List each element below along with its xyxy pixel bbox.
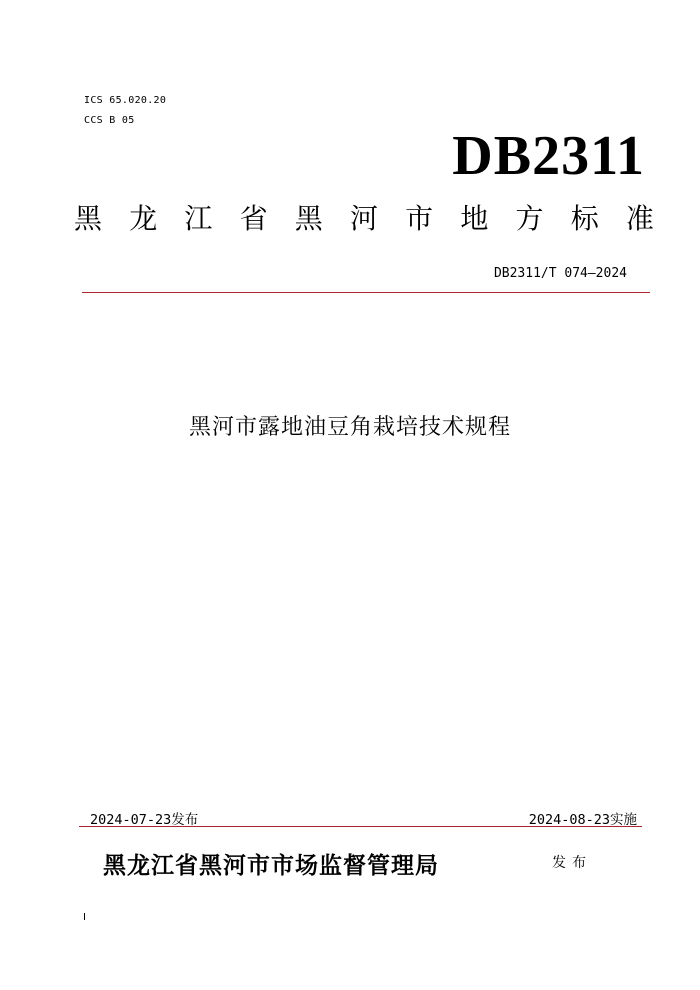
top-divider: [82, 292, 650, 293]
page-mark: [84, 913, 85, 920]
title-char: 标: [570, 202, 599, 235]
title-char: 省: [239, 202, 268, 235]
publish-date-line: [90, 808, 198, 828]
ics-code: ICS 65.020.20: [84, 95, 167, 106]
implement-label: 实施: [610, 812, 637, 828]
db-code-mark: DB2311: [452, 125, 645, 187]
publish-label: 发布: [171, 812, 199, 828]
implement-date: 2024-08-23: [528, 812, 610, 828]
ccs-code: CCS B 05: [84, 115, 135, 126]
title-char: 方: [515, 202, 544, 235]
implement-date-line: [529, 808, 637, 828]
title-char: 黑: [74, 202, 103, 235]
title-char: 河: [349, 202, 378, 235]
title-char: 江: [184, 202, 213, 235]
standard-number: DB2311/T 074—2024: [493, 266, 627, 281]
title-char: 准: [625, 202, 654, 235]
title-char: 地: [460, 202, 489, 235]
issuer-suffix: 发布: [552, 855, 592, 871]
bottom-divider: [79, 826, 642, 827]
publish-date: 2024-07-23: [90, 812, 172, 828]
title-char: 市: [405, 202, 434, 235]
title-char: 龙: [129, 202, 158, 235]
title-char: 黑: [294, 202, 323, 235]
issuing-authority: 黑龙江省黑河市市场监督管理局: [103, 852, 439, 879]
standard-category-title: [74, 202, 654, 236]
document-title: 黑河市露地油豆角栽培技术规程: [188, 415, 511, 440]
